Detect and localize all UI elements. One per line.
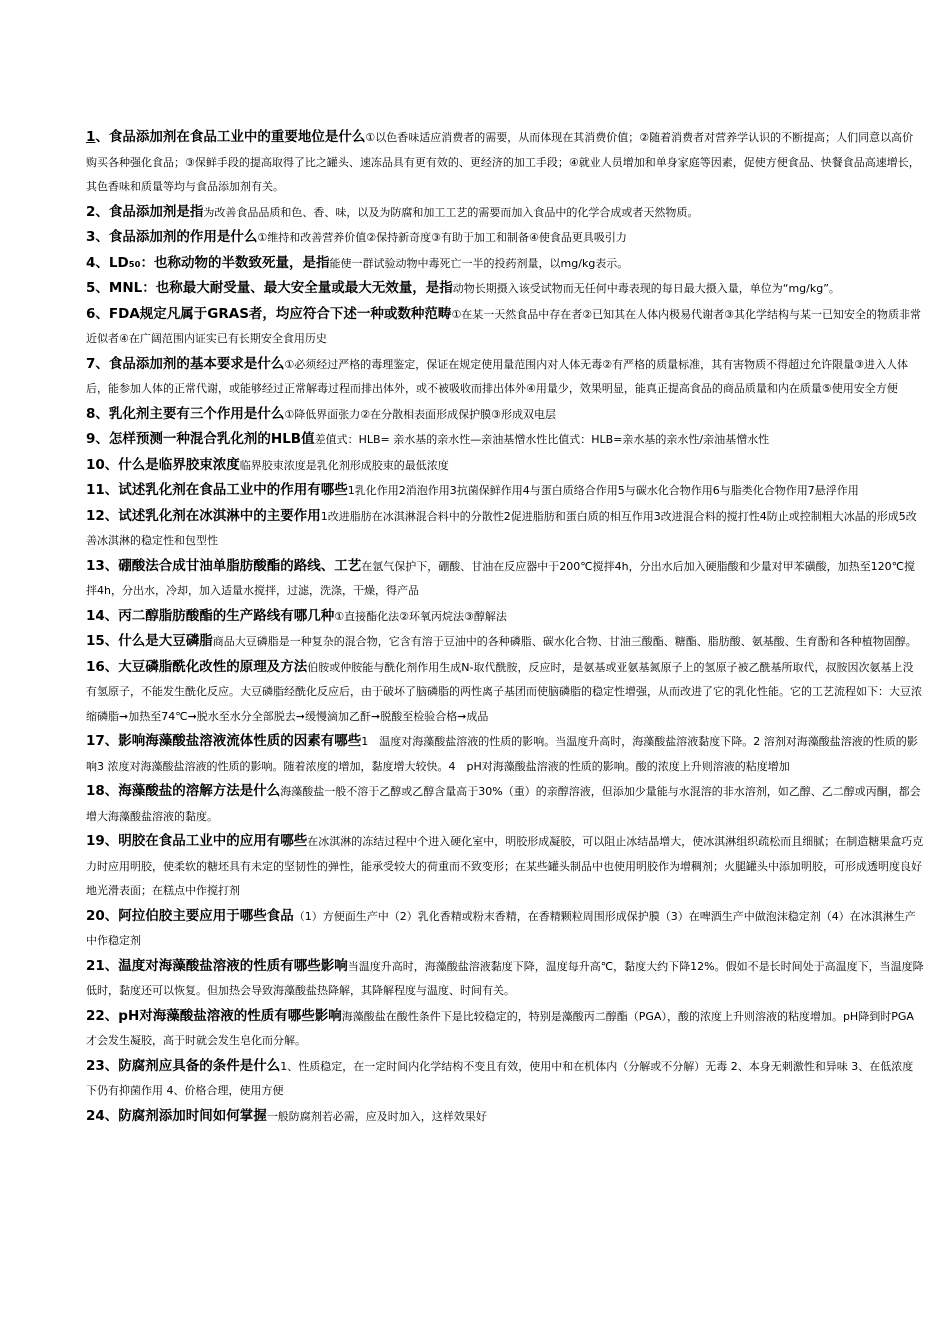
- answer-text: 为改善食品品质和色、香、味，以及为防腐和加工工艺的需要而加入食品中的化学合成或者天然物质。: [203, 205, 699, 219]
- answer-text: 1 温度对海藻酸盐溶液的性质的影响。当温度升高时，海藻酸盐溶液黏度下降。2 溶剂对海藻酸盐溶液的性质的影响3 浓度对海藻酸盐溶液的性质的影响。随着浓度的增加，黏度增大较快。4 pH对海藻酸盐溶液的性质的影响。酸的浓度上升则溶液的粘度增加: [86, 735, 918, 773]
- qa-item: [86, 302, 924, 352]
- qa-item: [86, 904, 924, 954]
- item-number: 15: [86, 633, 105, 649]
- qa-item: [86, 402, 924, 428]
- question-heading: 、FDA规定凡属于GRAS者，均应符合下述一种或数种范畴: [95, 305, 452, 322]
- item-number: 10: [86, 456, 105, 473]
- item-number: 20: [86, 907, 105, 924]
- answer-text: 伯胺或仲胺能与酰化剂作用生成N-取代酰胺，反应时，是氨基或亚氨基氮原子上的氢原子被乙酰基所取代，叔胺因次氨基上没有氢原子，不能发生酰化反应。大豆磷脂经酰化反应后，由于破坏了脑磷脂的两性离子基团而使脑磷脂的稳定性增强，从而改进了它的乳化性能。它的工艺流程如下：大豆浓缩磷脂➞加热至74℃➞脱水至水分全部脱去➞缓慢滴加乙酐➞脱酸至检验合格➞成品: [86, 660, 922, 723]
- document-body: [86, 125, 924, 1129]
- question-heading: 、食品添加剂的作用是什么: [95, 229, 258, 245]
- answer-text: 当温度升高时，海藻酸盐溶液黏度下降，温度每升高℃，黏度大约下降12%。假如不是长时间处于高温度下，当温度降低时，黏度还可以恢复。但加热会导致海藻酸盐热降解，其降解程度与温度、时间有关。: [86, 959, 924, 997]
- item-number: 5: [86, 280, 96, 296]
- item-number: 11: [86, 482, 105, 498]
- qa-item: [86, 276, 924, 302]
- question-heading: 、影响海藻酸盐溶液流体性质的因素有哪些: [104, 733, 362, 749]
- item-number: 9: [86, 431, 96, 447]
- qa-item: [86, 1004, 924, 1054]
- answer-text: 在氩气保护下，硼酸、甘油在反应器中于200℃搅拌4h，分出水后加入硬脂酸和少量对甲苯磺酸，加热至120℃搅拌4h，分出水，冷却，加入适量水搅拌，过滤，洗涤，干燥，得产品: [86, 559, 915, 597]
- question-heading: 、MNL：也称最大耐受量、最大安全量或最大无效量，是指: [95, 280, 453, 296]
- item-number: 21: [86, 957, 105, 974]
- question-heading: 、食品添加剂在食品工业中的重要地位是什么: [95, 129, 366, 145]
- question-heading: 、LD₅₀：也称动物的半数致死量，是指: [95, 254, 330, 271]
- item-number: 2: [86, 203, 96, 220]
- item-number: 13: [86, 557, 105, 574]
- item-number: 23: [86, 1057, 105, 1074]
- qa-item: [86, 655, 924, 730]
- qa-item: [86, 604, 924, 630]
- qa-item: [86, 629, 924, 655]
- answer-text: ①维持和改善营养价值②保持新奇度③有助于加工和制备④使食品更具吸引力: [257, 231, 627, 244]
- answer-text: 商品大豆磷脂是一种复杂的混合物，它含有溶于豆油中的各种磷脂、碳水化合物、甘油三酸酯、糖酯、脂肪酸、氨基酸、生育酚和各种植物固醇。: [212, 635, 917, 648]
- question-heading: 、温度对海藻酸盐溶液的性质有哪些影响: [104, 957, 348, 974]
- answer-text: ①以色香味适应消费者的需要，从而体现在其消费价值；②随着消费者对营养学认识的不断提高；人们同意以高价购买各种强化食品；③保鲜手段的提高取得了比之罐头、速冻品具有更有效的、更经济的加工手段；④就业人员增加和单身家庭等因素，促使方便食品、快餐食品高速增长，其色香味和质量等均与食品添加剂有关。: [86, 131, 920, 193]
- item-number: 6: [86, 305, 96, 322]
- item-number: 16: [86, 658, 105, 675]
- question-heading: 、丙二醇脂肪酸酯的生产路线有哪几种: [104, 607, 335, 624]
- item-number: 19: [86, 833, 105, 849]
- item-number: 1: [86, 129, 96, 145]
- answer-text: ①在某一天然食品中存在者②已知其在人体内极易代谢者③其化学结构与某一已知安全的物质非常近似者④在广阔范围内证实已有长期安全食用历史: [86, 307, 922, 345]
- item-number: 22: [86, 1007, 105, 1024]
- qa-item: [86, 251, 924, 277]
- item-number: 4: [86, 254, 96, 271]
- qa-item: [86, 1054, 924, 1104]
- answer-text: ①必须经过严格的毒理鉴定，保证在规定使用量范围内对人体无毒②有严格的质量标准，其有害物质不得超过允许限量③进入人体后，能参加人体的正常代谢，或能够经过正常解毒过程而排出体外，或不被吸收而排出体外④用量少，效果明显，能真正提高食品的商品质量和内在质量⑤使用安全方便: [86, 357, 908, 395]
- qa-item: [86, 225, 924, 251]
- item-number: 17: [86, 733, 105, 749]
- answer-text: 动物长期摄入该受试物而无任何中毒表现的每日最大摄入量，单位为“mg/kg”。: [452, 282, 840, 295]
- answer-text: （1）方便面生产中（2）乳化香精或粉末香精，在香精颗粒周围形成保护膜（3）在啤酒生产中做泡沫稳定剂（4）在冰淇淋生产中作稳定剂: [86, 909, 916, 947]
- question-heading: 、食品添加剂的基本要求是什么: [95, 355, 285, 372]
- qa-item: [86, 1104, 924, 1130]
- item-number: 12: [86, 507, 105, 524]
- question-heading: 、食品添加剂是指: [95, 203, 204, 220]
- question-heading: 、什么是大豆磷脂: [104, 633, 213, 649]
- qa-item: [86, 504, 924, 554]
- qa-item: [86, 125, 924, 200]
- answer-text: 临界胶束浓度是乳化剂形成胶束的最低浓度: [239, 458, 449, 472]
- qa-item: [86, 729, 924, 779]
- item-number: 14: [86, 607, 105, 624]
- answer-text: 1乳化作用2消泡作用3抗菌保鲜作用4与蛋白质络合作用5与碳水化合物作用6与脂类化合物作用7悬浮作用: [347, 484, 859, 497]
- question-heading: 、试述乳化剂在冰淇淋中的主要作用: [104, 507, 321, 524]
- question-heading: 、硼酸法合成甘油单脂肪酸酯的路线、工艺: [104, 557, 362, 574]
- question-heading: 、大豆磷脂酰化改性的原理及方法: [104, 658, 308, 675]
- qa-item: [86, 829, 924, 904]
- qa-item: [86, 352, 924, 402]
- question-heading: 、怎样预测一种混合乳化剂的HLB值: [95, 431, 315, 447]
- question-heading: 、pH对海藻酸盐溶液的性质有哪些影响: [104, 1007, 342, 1024]
- qa-item: [86, 478, 924, 504]
- qa-item: [86, 554, 924, 604]
- question-heading: 、什么是临界胶束浓度: [104, 456, 240, 473]
- item-number: 8: [86, 405, 96, 422]
- answer-text: ①降低界面张力②在分散相表面形成保护膜③形成双电层: [284, 407, 556, 421]
- item-number: 7: [86, 355, 96, 372]
- item-number: 18: [86, 783, 105, 799]
- qa-item: [86, 200, 924, 226]
- question-heading: 、海藻酸盐的溶解方法是什么: [104, 783, 281, 799]
- question-heading: 、明胶在食品工业中的应用有哪些: [104, 833, 308, 849]
- answer-text: 1改进脂肪在冰淇淋混合料中的分散性2促进脂肪和蛋白质的相互作用3改进混合料的搅打性4防止或控制粗大冰晶的形成5改善冰淇淋的稳定性和包型性: [86, 509, 917, 547]
- question-heading: 、防腐剂应具备的条件是什么: [104, 1057, 281, 1074]
- question-heading: 、乳化剂主要有三个作用是什么: [95, 405, 285, 422]
- answer-text: 能使一群试验动物中毒死亡一半的投药剂量，以mg/kg表示。: [329, 256, 629, 270]
- question-heading: 、阿拉伯胶主要应用于哪些食品: [104, 907, 294, 924]
- question-heading: 、防腐剂添加时间如何掌握: [104, 1107, 267, 1124]
- answer-text: 1、性质稳定，在一定时间内化学结构不变且有效，使用中和在机体内（分解或不分解）无毒 2、本身无刺激性和异味 3、在低浓度下仍有抑菌作用 4、价格合理，使用方便: [86, 1059, 914, 1097]
- question-heading: 、试述乳化剂在食品工业中的作用有哪些: [104, 482, 348, 498]
- answer-text: ①直接酯化法②环氧丙烷法③醇解法: [334, 609, 507, 623]
- qa-item: [86, 427, 924, 453]
- item-number: 24: [86, 1107, 105, 1124]
- qa-item: [86, 453, 924, 479]
- answer-text: 在冰淇淋的冻结过程中个进入硬化室中，明胶形成凝胶，可以阻止冰结晶增大，使冰淇淋组织疏松而且细腻；在制造糖果盒巧克力时应用明胶，使柔软的糖坯具有未定的坚韧性的弹性，能承受较大的荷重而不致变形；在某些罐头制品中也使用明胶作为增稠剂；火腿罐头中添加明胶，可形成透明度良好地光滑表面；在糕点中作搅打剂: [86, 835, 924, 897]
- answer-text: 海藻酸盐在酸性条件下是比较稳定的，特别是藻酸丙二醇酯（PGA），酸的浓度上升则溶液的粘度增加。pH降到时PGA才会发生凝胶，高于时就会发生皂化而分解。: [86, 1009, 914, 1047]
- answer-text: 海藻酸盐一般不溶于乙醇或乙醇含量高于30%（重）的亲醇溶液，但添加少量能与水混溶的非水溶剂，如乙醇、乙二醇或丙酮，都会增大海藻酸盐溶液的黏度。: [86, 785, 921, 823]
- answer-text: 差值式：HLB= 亲水基的亲水性—亲油基憎水性比值式：HLB=亲水基的亲水性/亲油基憎水性: [314, 433, 770, 446]
- qa-item: [86, 779, 924, 829]
- answer-text: 一般防腐剂若必需，应及时加入，这样效果好: [266, 1109, 487, 1123]
- qa-item: [86, 954, 924, 1004]
- item-number: 3: [86, 229, 96, 245]
